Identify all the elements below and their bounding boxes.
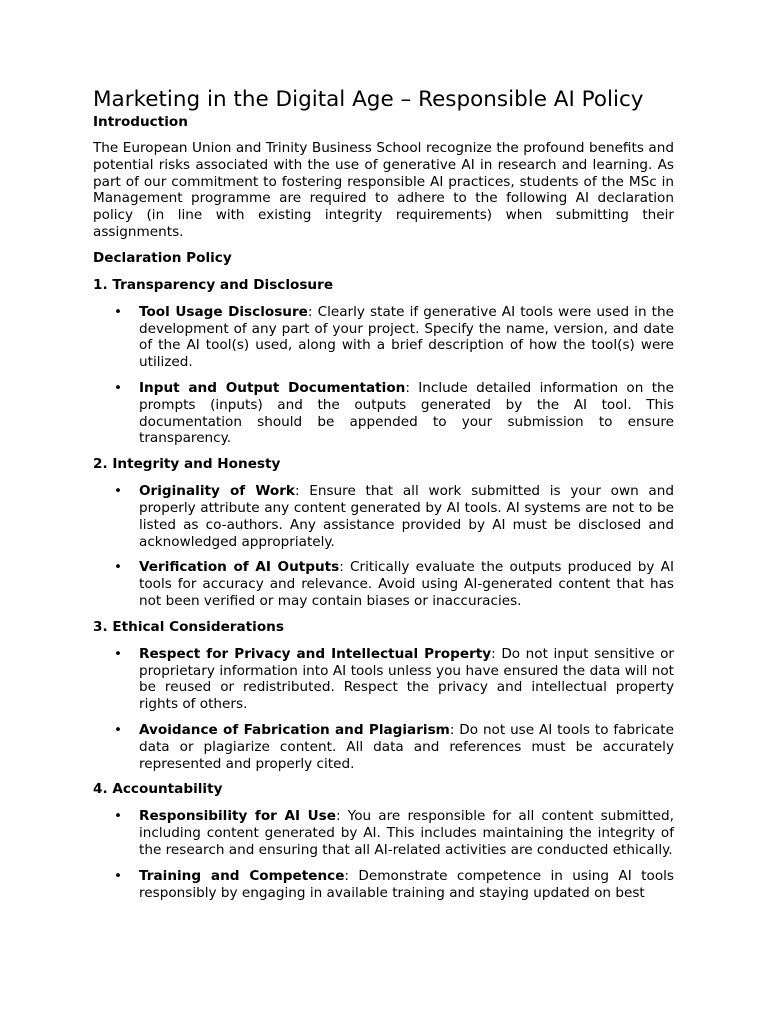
- section-heading: 2. Integrity and Honesty: [93, 456, 281, 473]
- list-item: [93, 559, 674, 609]
- bullet-list: [93, 483, 674, 610]
- bullet-list: [93, 808, 674, 901]
- bullet-icon: •: [114, 721, 123, 738]
- page-title: Marketing in the Digital Age – Responsible AI Policy: [93, 87, 644, 112]
- item-text: : Demonstrate competence in using AI tools responsibly by engaging in available training and staying updated on best: [139, 867, 674, 901]
- item-term: Avoidance of Fabrication and Plagiarism: [139, 721, 450, 738]
- bullet-icon: •: [114, 559, 123, 576]
- item-term: Input and Output Documentation: [139, 379, 406, 396]
- item-text: : You are responsible for all content submitted, including content generated by AI. This includes maintaining the integrity of the research and ensuring that all AI-related activities are conducted ethically.: [139, 808, 674, 858]
- bullet-icon: •: [114, 867, 123, 884]
- bullet-icon: •: [114, 645, 123, 662]
- bullet-list: [93, 646, 674, 773]
- item-term: Training and Competence: [139, 867, 345, 884]
- list-item: [93, 304, 674, 371]
- list-item: [93, 868, 674, 902]
- item-term: Responsibility for AI Use: [139, 808, 336, 825]
- section-heading: 4. Accountability: [93, 781, 223, 798]
- list-item: [93, 483, 674, 550]
- section-heading: 1. Transparency and Disclosure: [93, 276, 334, 293]
- list-item: [93, 646, 674, 713]
- item-text: : Include detailed information on the prompts (inputs) and the outputs generated by the AI tool. This documentation should be appended to your submission to ensure transparency.: [139, 379, 674, 447]
- bullet-icon: •: [114, 303, 123, 320]
- item-term: Respect for Privacy and Intellectual Property: [139, 645, 492, 662]
- item-term: Tool Usage Disclosure: [139, 303, 308, 320]
- item-term: Verification of AI Outputs: [139, 559, 340, 576]
- bullet-icon: •: [114, 379, 123, 396]
- item-text: : Critically evaluate the outputs produced by AI tools for accuracy and relevance. Avoid using AI-generated content that has not been verified or may contain biases or inaccuracies.: [139, 559, 674, 609]
- item-text: : Do not input sensitive or proprietary information into AI tools unless you have ensured the data will not be reused or redistributed. Respect the privacy and intellectual property rights of others.: [139, 645, 674, 713]
- document-page: [93, 86, 674, 910]
- policy-heading: Declaration Policy: [93, 249, 232, 266]
- item-text: : Do not use AI tools to fabricate data or plagiarize content. All data and references must be accurately represented and properly cited.: [139, 721, 674, 772]
- list-item: [93, 722, 674, 772]
- item-term: Originality of Work: [139, 483, 295, 500]
- bullet-icon: •: [114, 808, 123, 825]
- item-text: : Ensure that all work submitted is your own and properly attribute any content generated by AI tools. AI systems are not to be listed as co-authors. Any assistance provided by AI must be disclosed and acknowledged appropriately.: [139, 483, 674, 550]
- list-item: [93, 380, 674, 447]
- bullet-list: [93, 304, 674, 447]
- bullet-icon: •: [114, 483, 123, 500]
- section-heading: 3. Ethical Considerations: [93, 618, 284, 635]
- list-item: [93, 808, 674, 858]
- item-text: : Clearly state if generative AI tools were used in the development of any part of your project. Specify the name, version, and date of the AI tool(s) used, along with a brief description of how the tool(s) were utilized.: [139, 303, 674, 371]
- intro-paragraph: The European Union and Trinity Business School recognize the profound benefits and potential risks associated with the use of generative AI in research and learning. As part of our commitment to fostering responsible AI practices, students of the MSc in Management programme are required to adhere to the following AI declaration policy (in line with existing integrity requirements) when submitting their assignments.: [93, 140, 674, 240]
- intro-heading: Introduction: [93, 114, 188, 130]
